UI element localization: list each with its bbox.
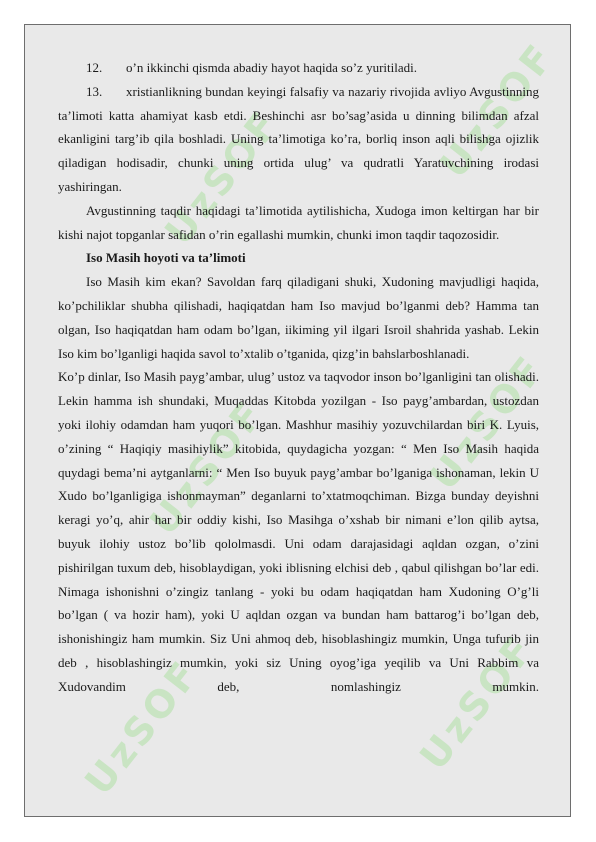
watermark: UzSOF	[431, 33, 564, 187]
watermark: UzSOF	[421, 345, 554, 499]
list-number: 13.	[86, 83, 103, 99]
list-item-text: o’n ikkinchi qismda abadiy hayot haqida so’z yuritiladi.	[126, 60, 417, 75]
section-heading: Iso Masih hoyoti va ta’limoti	[86, 250, 246, 266]
list-item-text: xristianlikning bundan keyingi falsafiy va nazariy rivojida avliyo Avgustinning ta’limoti katta ahamiyat kasb etdi. Beshinchi asr bo’sag’asida u dinning bilimdan afzal ekanligini targ’ib qila boshladi. Uning ta’limotiga ko’ra, borliq inson aqli bilishga ojizlik qiladigan hodisadir, chunki uning ortida ulug’ va qudratli Yaratuvchining irodasi yashiringan.	[58, 83, 539, 194]
watermark: UzSOF	[141, 390, 274, 544]
document-body	[58, 56, 539, 699]
watermark: UzSOF	[411, 625, 544, 779]
list-item-12	[58, 56, 539, 80]
list-item-13	[58, 80, 539, 199]
watermark: UzSOF	[76, 650, 209, 804]
watermark: UzSOF	[156, 100, 289, 254]
paragraph: Avgustinning taqdir haqidagi ta’limotida aytilishicha, Xudoga imon keltirgan har bir kishi najot topganlar safidan o’rin egallashi mumkin, chunki imon taqdir taqozosidir.	[58, 202, 539, 242]
paragraph: Ko’p dinlar, Iso Masih payg’ambar, ulug’ ustoz va taqvodor inson bo’lganligini tan olishadi. Lekin hamma ish shundaki, Muqaddas Kitobda yozilgan - Iso payg’ambardan, ustozdan yoki ilohiy odamdan ham yuqori bo’lgan. Mashhur masihiy yozuvchilardan biri K. Lyuis, o’zining “ Haqiqiy masihiylik” kitobida, quydagicha yozgan: “ Men Iso Masih haqida quydagi bema’ni aytganlarni: “ Men Iso buyuk payg’ambar bo’lganiga ishonaman, lekin U Xudo bo’lganligiga ishonmayman” deganlarni to’xtatmoqchiman. Bizga bunday deyishni keragi yo’q, ahir har bir oddiy kishi, Iso Masihga o’xshab bir nimani e’lon qilib aytsa, buyuk ilohiy ustoz bo’lib qololmasdi. Uni odam darajasidagi aqldan ozgan, o’zini pishirilgan tuxum deb, hisoblaydigan, yoki iblisning elchisi deb , qabul qilishgan bo’lar edi. Nimaga ishonishni o’zingiz tanlang - yoki bu odam haqiqatdan ham Xudoning O’g’li bo’lgan ( va hozir ham), yoki U aqldan ozgan va bundan ham battarog’i bo’lgan deb, ishonishingiz ham mumkin. Siz Uni ahmoq deb, hisoblashingiz mumkin, Unga tufurib jin deb , hisoblashingiz mumkin, yoki siz Uning oyog’iga yeqilib va Uni Rabbim va Xudovandim deb, nomlashingiz mumkin.	[58, 369, 539, 694]
paragraph: Iso Masih kim ekan? Savoldan farq qiladigani shuki, Xudoning mavjudligi haqida, ko’pchiliklar shubha qilishadi, haqiqatdan ham Iso mavjud bo’lganmi deb? Hamma tan olgan, Iso haqiqatdan ham odam bo’lgan, iikiming yil ilgari Isroil shahrida yashab. Lekin Iso kim bo’lganligi haqida savol to’xtalib o’tganida, qizg’in bahslarboshlanadi.	[58, 274, 539, 361]
list-number: 12.	[86, 60, 103, 75]
